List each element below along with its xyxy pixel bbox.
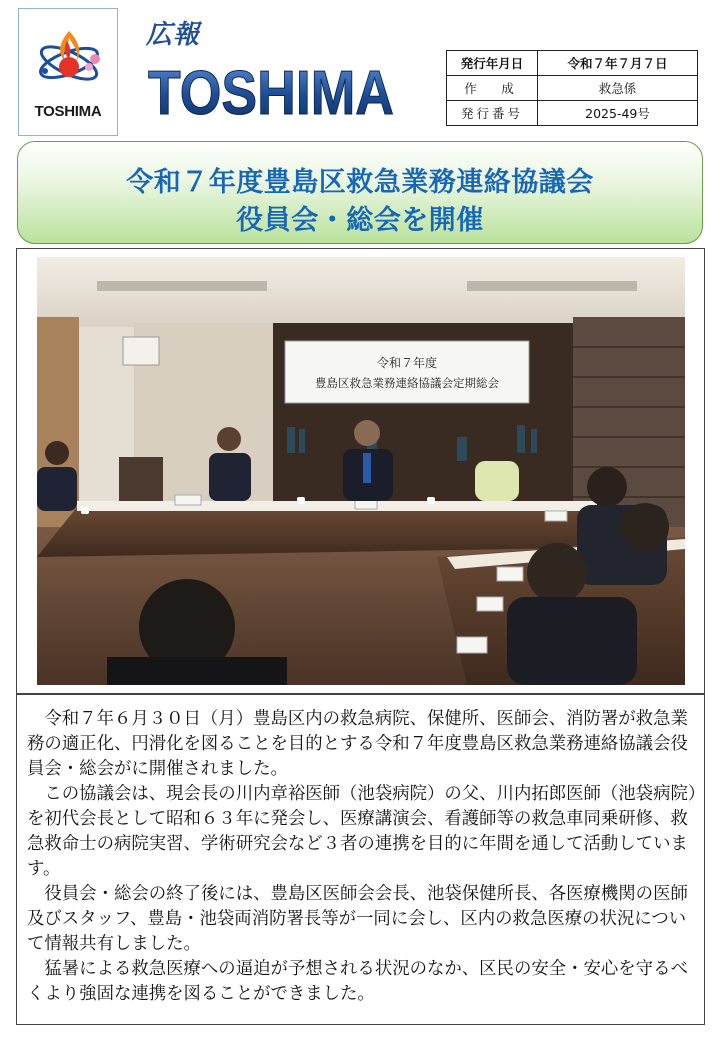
toshima-emblem-icon bbox=[31, 23, 107, 97]
issue-number-label: 発行番号 bbox=[447, 101, 538, 126]
author-value: 救急係 bbox=[538, 76, 698, 101]
issue-date-row bbox=[447, 51, 698, 76]
article-paragraph-1: 令和７年６月３０日（月）豊島区内の救急病院、保健所、医師会、消防署が救急業務の適正化、円滑化を図ることを目的とする令和７年度豊島区救急業務連絡協議会役員会・総会がに開催されました。 bbox=[27, 709, 688, 779]
meeting-photo bbox=[37, 257, 685, 685]
author-label: 作 成 bbox=[447, 76, 538, 101]
article-paragraph-3: 役員会・総会の終了後には、豊島区医師会会長、池袋保健所長、各医療機関の医師及びスタッフ、豊島・池袋両消防署長等が一同に会し、区内の救急医療の状況について情報共有しました。 bbox=[27, 884, 688, 954]
photo-frame bbox=[16, 248, 705, 694]
title-banner bbox=[17, 141, 703, 244]
photo-banner-line-1: 令和７年度 bbox=[376, 356, 438, 370]
masthead-title bbox=[146, 54, 398, 128]
photo-banner-line-2: 豊島区救急業務連絡協議会定期総会 bbox=[315, 376, 499, 390]
article-paragraph-4: 猛暑による救急医療への逼迫が予想される状況のなか、区民の安全・安心を守るべくより強固な連携を図ることができました。 bbox=[27, 959, 688, 1004]
title-line-1: 令和７年度豊島区救急業務連絡協議会 bbox=[126, 167, 594, 198]
article-paragraph-2: この協議会は、現会長の川内章裕医師（池袋病院）の父、川内拓郎医師（池袋病院）を初代会長として昭和６３年に発会し、医療講演会、看護師等の救急車同乗研修、救急救命士の病院実習、学術研究会など３者の連携を目的に年間を通して活動しています。 bbox=[27, 784, 697, 879]
issue-number-row bbox=[447, 101, 698, 126]
issue-number-value: 2025-49号 bbox=[538, 101, 698, 126]
issue-date-value: 令和７年７月７日 bbox=[538, 51, 698, 76]
logo-text: TOSHIMA bbox=[34, 103, 102, 120]
kouhou-label: 広報 bbox=[146, 20, 201, 50]
article-body bbox=[16, 694, 705, 1025]
title-line-2: 役員会・総会を開催 bbox=[236, 205, 484, 236]
masthead-text: TOSHIMA bbox=[148, 59, 394, 128]
issue-date-label: 発行年月日 bbox=[447, 51, 538, 76]
author-row bbox=[447, 76, 698, 101]
toshima-logo bbox=[18, 8, 118, 136]
issue-info-table bbox=[446, 50, 698, 126]
